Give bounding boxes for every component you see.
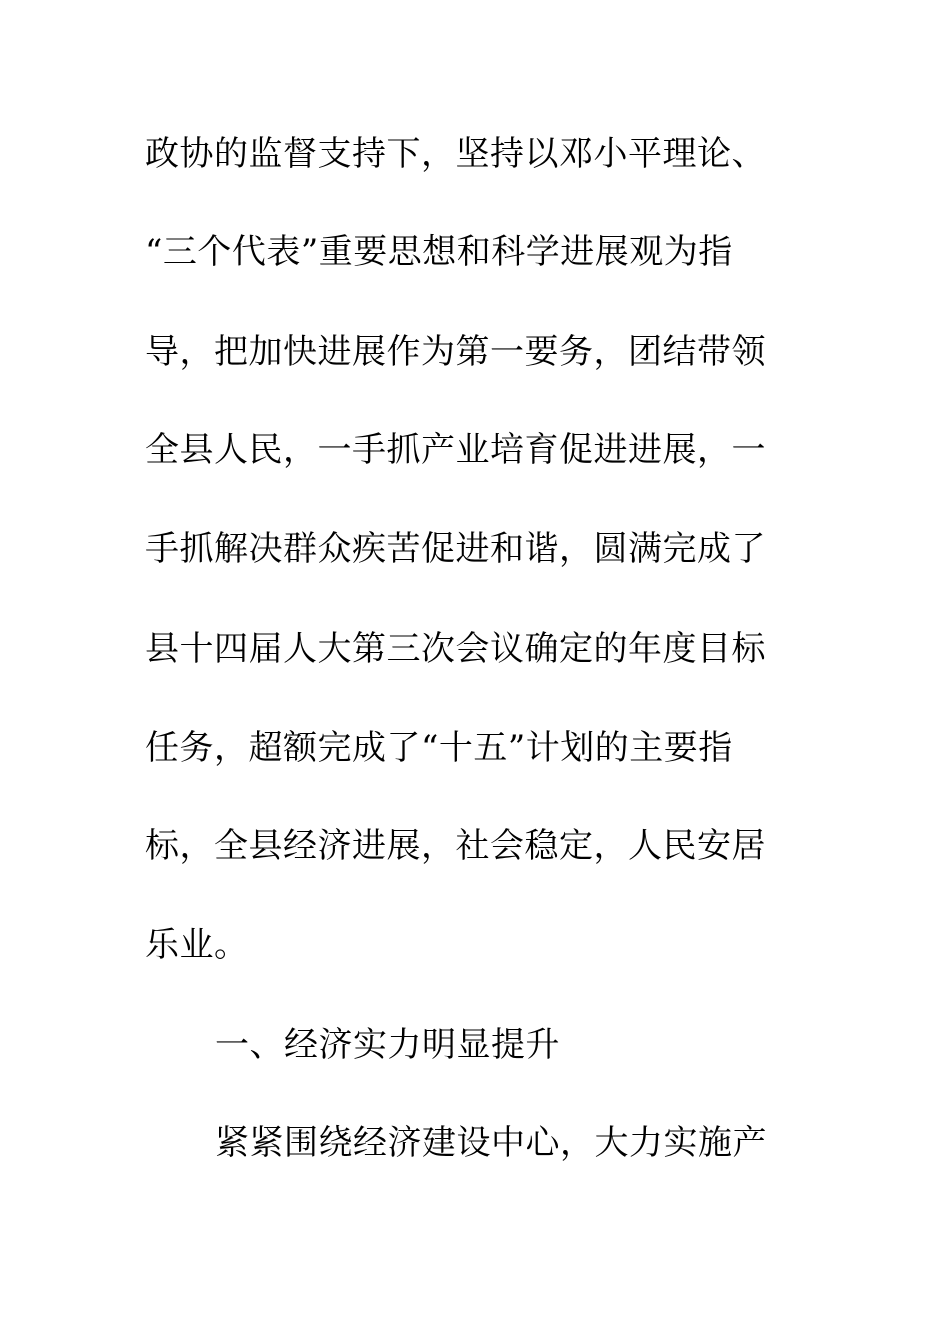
text-line: 县十四届人大第三次会议确定的年度目标 bbox=[145, 629, 766, 669]
text-line: 手抓解决群众疾苦促进和谐，圆满完成了 bbox=[145, 529, 766, 569]
section-heading: 一、经济实力明显提升 bbox=[215, 1025, 560, 1065]
text-line: 标，全县经济进展，社会稳定，人民安居 bbox=[145, 826, 766, 866]
text-line: 导，把加快进展作为第一要务，团结带领 bbox=[145, 332, 766, 372]
text-line: 乐业。 bbox=[145, 925, 249, 965]
text-line: 任务，超额完成了“十五”计划的主要指 bbox=[145, 728, 733, 768]
paragraph-start: 紧紧围绕经济建设中心，大力实施产 bbox=[215, 1123, 767, 1163]
text-line: 政协的监督支持下，坚持以邓小平理论、 bbox=[145, 134, 766, 174]
text-line: “三个代表”重要思想和科学进展观为指 bbox=[145, 232, 733, 272]
text-line: 全县人民，一手抓产业培育促进进展，一 bbox=[145, 430, 766, 470]
